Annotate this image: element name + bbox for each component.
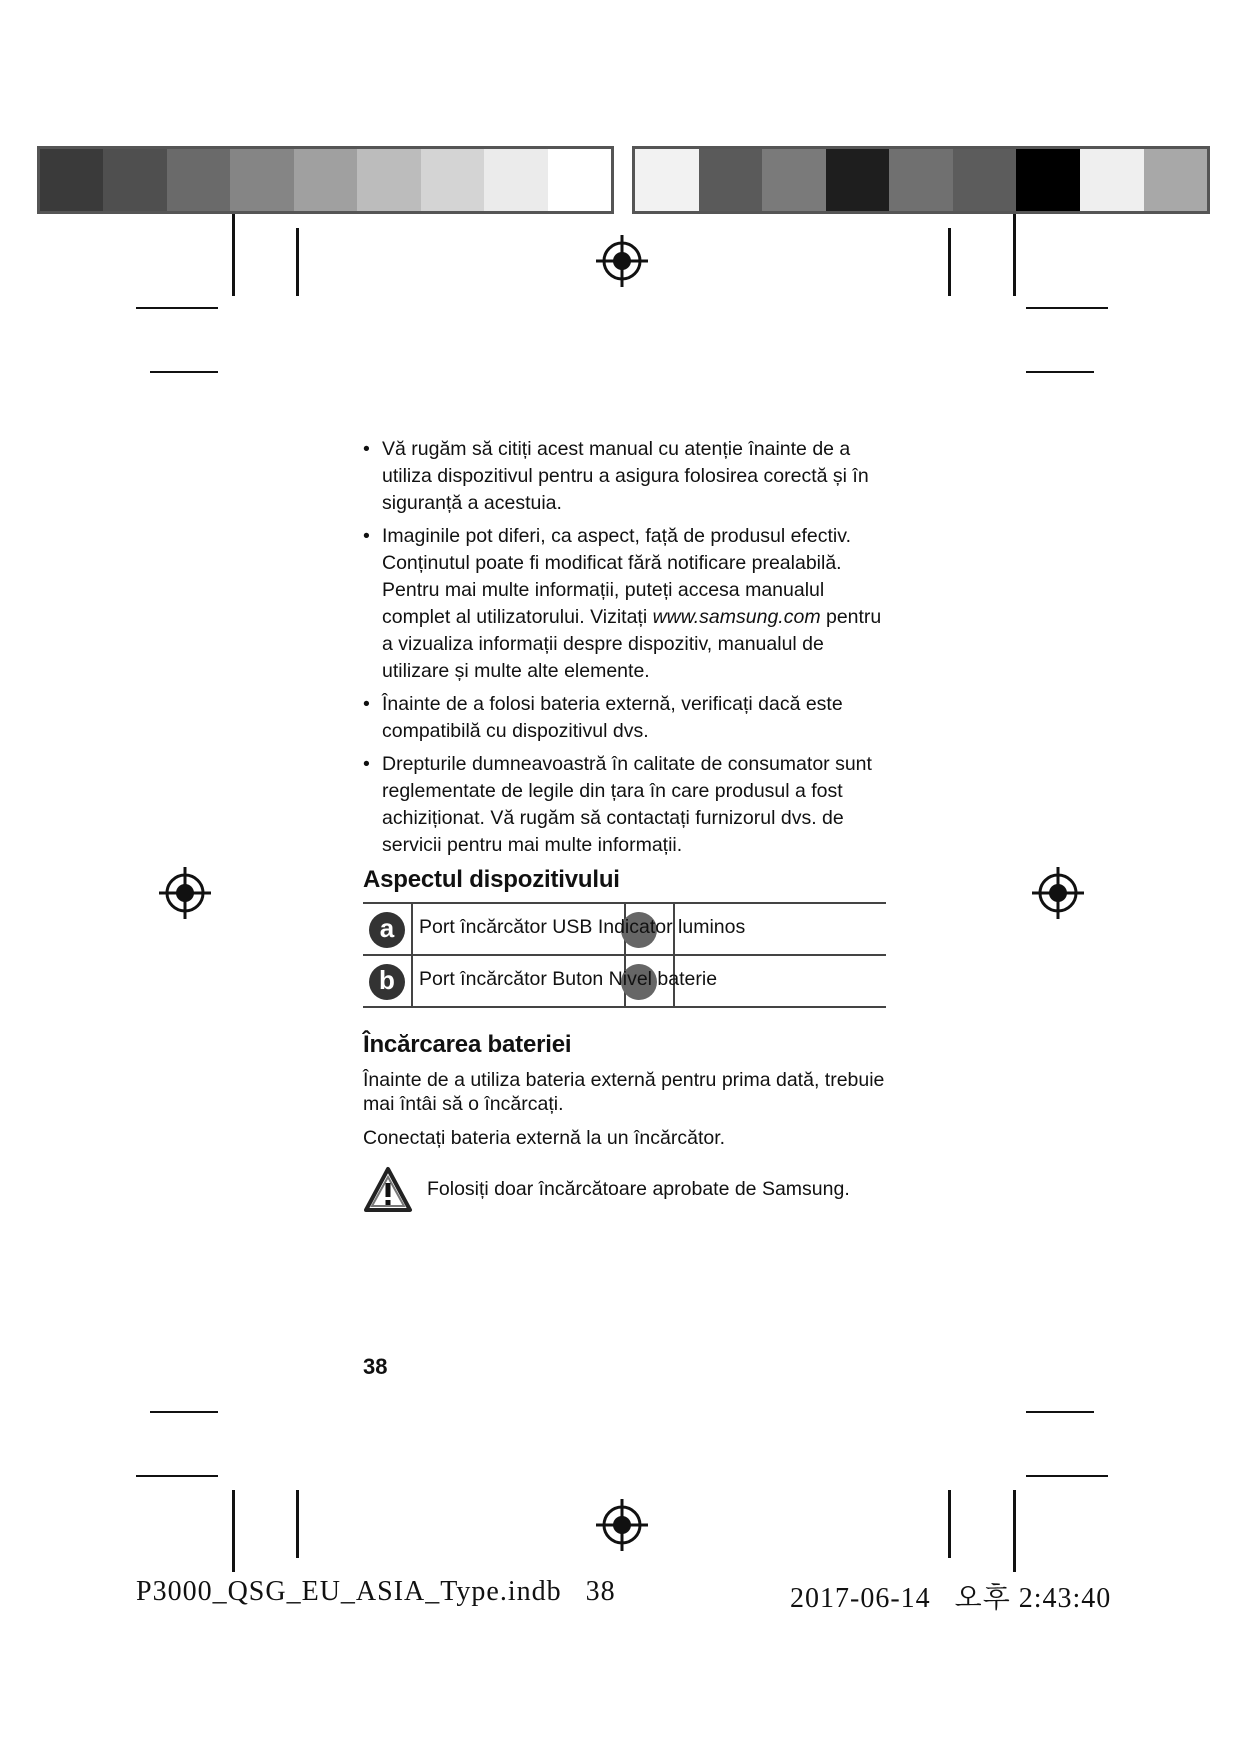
color-swatch	[826, 149, 890, 211]
warning-note	[363, 1166, 903, 1216]
color-swatch	[1144, 149, 1208, 211]
color-swatch	[889, 149, 953, 211]
table-row	[363, 902, 886, 954]
crop-mark	[948, 228, 951, 296]
part-label: Port încărcător USB Indicator luminos	[419, 916, 746, 938]
color-swatch	[953, 149, 1017, 211]
crop-mark	[232, 214, 235, 296]
note-item	[363, 436, 893, 517]
color-swatch	[548, 149, 611, 211]
crop-mark	[136, 1475, 218, 1477]
note-text: pentru a vizualiza informații despre dispozitiv, manualul de utilizare și multe alte elemente.	[382, 606, 882, 682]
crop-mark	[1013, 214, 1016, 296]
warning-text: Folosiți doar încărcătoare aprobate de Samsung.	[427, 1178, 850, 1200]
color-swatch	[40, 149, 103, 211]
charging-section	[363, 1030, 893, 1160]
crop-mark	[232, 1490, 235, 1572]
note-item	[363, 523, 893, 685]
page-number: 38	[363, 1354, 388, 1379]
color-swatch	[1080, 149, 1144, 211]
crop-mark	[136, 307, 218, 309]
note-text: Vă rugăm să citiți acest manual cu atenție înainte de a utiliza dispozitivul pentru a asigura folosirea corectă și în siguranță a acestuia.	[382, 438, 869, 514]
color-calibration-bar-right	[632, 146, 1210, 214]
footer-datetime: 2017-06-14 오후 2:43:40	[790, 1583, 1112, 1614]
color-calibration-bar-left	[37, 146, 614, 214]
warning-triangle-icon	[363, 1166, 413, 1214]
device-layout-heading: Aspectul dispozitivului	[363, 866, 620, 893]
color-swatch	[1016, 149, 1080, 211]
registration-target-icon	[594, 1497, 650, 1553]
color-swatch	[762, 149, 826, 211]
color-swatch	[421, 149, 484, 211]
note-text: Înainte de a folosi bateria externă, verificați dacă este compatibilă cu dispozitivul dvs.	[382, 693, 843, 742]
crop-mark	[296, 228, 299, 296]
color-swatch	[484, 149, 547, 211]
crop-mark	[948, 1490, 951, 1558]
note-text: Imaginile pot diferi, ca aspect, față de produsul efectiv. Conținutul poate fi modificat fără notificare prealabilă. Pentru mai multe informații, puteți accesa manualul complet al utilizatorului. Vizitați	[382, 525, 851, 628]
note-item	[363, 751, 893, 859]
part-label: Port încărcător Buton Nivel baterie	[419, 968, 718, 990]
note-item	[363, 691, 893, 745]
color-swatch	[230, 149, 293, 211]
crop-mark	[1013, 1490, 1016, 1572]
registration-target-icon	[157, 865, 213, 921]
color-swatch	[294, 149, 357, 211]
crop-mark	[1026, 1475, 1108, 1477]
charging-heading: Încărcarea bateriei	[363, 1031, 572, 1058]
registration-target-icon	[1030, 865, 1086, 921]
samsung-url-link[interactable]: www.samsung.com	[652, 606, 821, 628]
color-swatch	[635, 149, 699, 211]
note-text: Drepturile dumneavoastră în calitate de consumator sunt reglementate de legile din țara în care produsul a fost achiziționat. Vă rugăm să contactați furnizorul dvs. de servicii pentru mai multe informații.	[382, 753, 872, 856]
crop-mark	[1026, 1411, 1094, 1413]
crop-mark	[1026, 307, 1108, 309]
color-swatch	[357, 149, 420, 211]
callout-b-icon: b	[369, 964, 405, 1000]
crop-mark	[150, 1411, 218, 1413]
color-swatch	[699, 149, 763, 211]
registration-target-icon	[594, 233, 650, 289]
notes-list	[363, 436, 893, 859]
crop-mark	[296, 1490, 299, 1558]
device-parts-table	[363, 902, 886, 1008]
color-swatch	[103, 149, 166, 211]
callout-a-icon: a	[369, 912, 405, 948]
table-row	[363, 954, 886, 1008]
notes-section	[363, 436, 893, 895]
crop-mark	[1026, 371, 1094, 373]
crop-mark	[150, 371, 218, 373]
color-swatch	[167, 149, 230, 211]
charging-paragraph: Conectați bateria externă la un încărcător.	[363, 1127, 726, 1149]
charging-paragraph: Înainte de a utiliza bateria externă pentru prima dată, trebuie mai întâi să o încărcați.	[363, 1069, 885, 1115]
footer-filename: P3000_QSG_EU_ASIA_Type.indb 38	[136, 1576, 616, 1607]
